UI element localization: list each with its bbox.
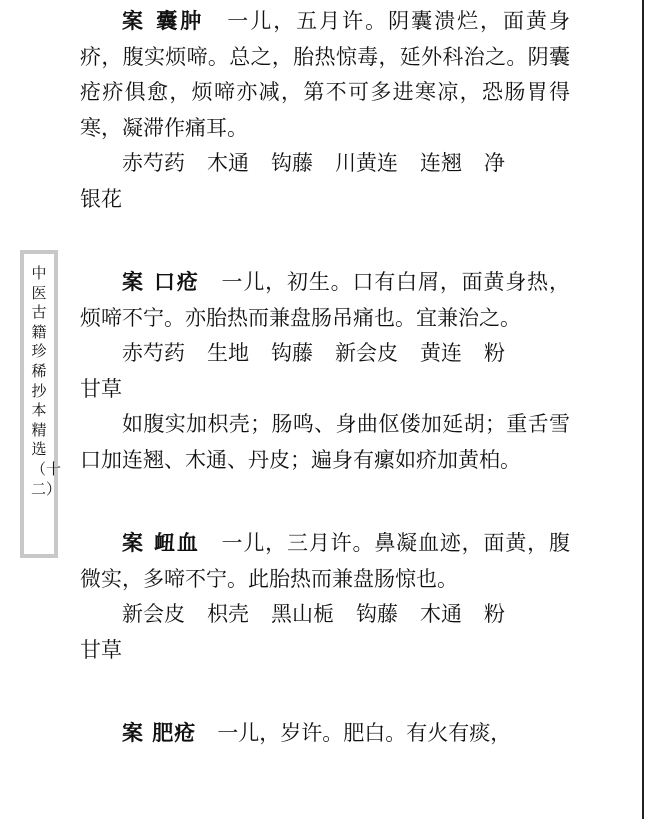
page-body	[80, 4, 570, 752]
herb-item: 枳壳	[207, 602, 249, 626]
case-paragraph	[80, 4, 570, 146]
herb-item: 粉	[484, 602, 505, 626]
book-series-title: 中医古籍珍稀抄本精选（十二）	[31, 264, 62, 498]
herb-list-continued: 甘草	[80, 637, 122, 662]
herb-item: 黑山栀	[271, 602, 334, 626]
case-paragraph	[80, 716, 570, 752]
case-paragraph	[80, 526, 570, 597]
herb-item: 赤芍药	[122, 341, 185, 365]
herb-item: 生地	[207, 341, 249, 365]
herb-item: 钩藤	[356, 602, 398, 626]
herb-item: 新会皮	[335, 341, 398, 365]
herb-item: 赤芍药	[122, 151, 185, 175]
herb-item: 黄连	[420, 341, 462, 365]
herb-item: 钩藤	[271, 151, 313, 175]
page-edge-rule	[642, 0, 644, 819]
herb-list	[80, 336, 570, 372]
herb-item: 新会皮	[122, 602, 185, 626]
herb-list	[80, 146, 570, 182]
book-series-tab	[20, 250, 62, 558]
herb-item: 连翘	[420, 151, 462, 175]
case-header: 案 衄血	[122, 531, 200, 555]
case-paragraph	[80, 265, 570, 336]
case-header: 案 肥疮	[122, 721, 197, 745]
case-header: 案 囊肿	[122, 9, 205, 33]
herb-item: 木通	[207, 151, 249, 175]
herb-item: 钩藤	[271, 341, 313, 365]
case-text: 一儿，三月许。鼻凝血迹，面黄，腹微实，多啼不宁。此胎热而兼盘肠惊也。	[80, 531, 571, 591]
case-header: 案 口疮	[122, 270, 200, 294]
herb-item: 川黄连	[335, 151, 398, 175]
herb-list	[80, 597, 570, 633]
herb-item: 木通	[420, 602, 462, 626]
case-text: 一儿，初生。口有白屑，面黄身热，烦啼不宁。亦胎热而兼盘肠吊痛也。宜兼治之。	[80, 270, 571, 330]
case-note: 如腹实加枳壳；肠鸣、身曲伛偻加延胡；重舌雪口加连翘、木通、丹皮；遍身有瘰如疥加黄柏。	[80, 412, 570, 472]
herb-item: 净	[484, 151, 505, 175]
herb-list-continued: 甘草	[80, 376, 122, 401]
case-text: 一儿，五月许。阴囊溃烂，面黄身疥，腹实烦啼。总之，胎热惊毒，延外科治之。阴囊疮疥俱愈，烦啼亦减，第不可多进寒凉，恐肠胃得寒，凝滞作痛耳。	[80, 9, 571, 140]
case-text: 一儿，岁许。肥白。有火有痰，	[217, 721, 512, 745]
herb-list-continued: 银花	[80, 186, 122, 211]
herb-item: 粉	[484, 341, 505, 365]
